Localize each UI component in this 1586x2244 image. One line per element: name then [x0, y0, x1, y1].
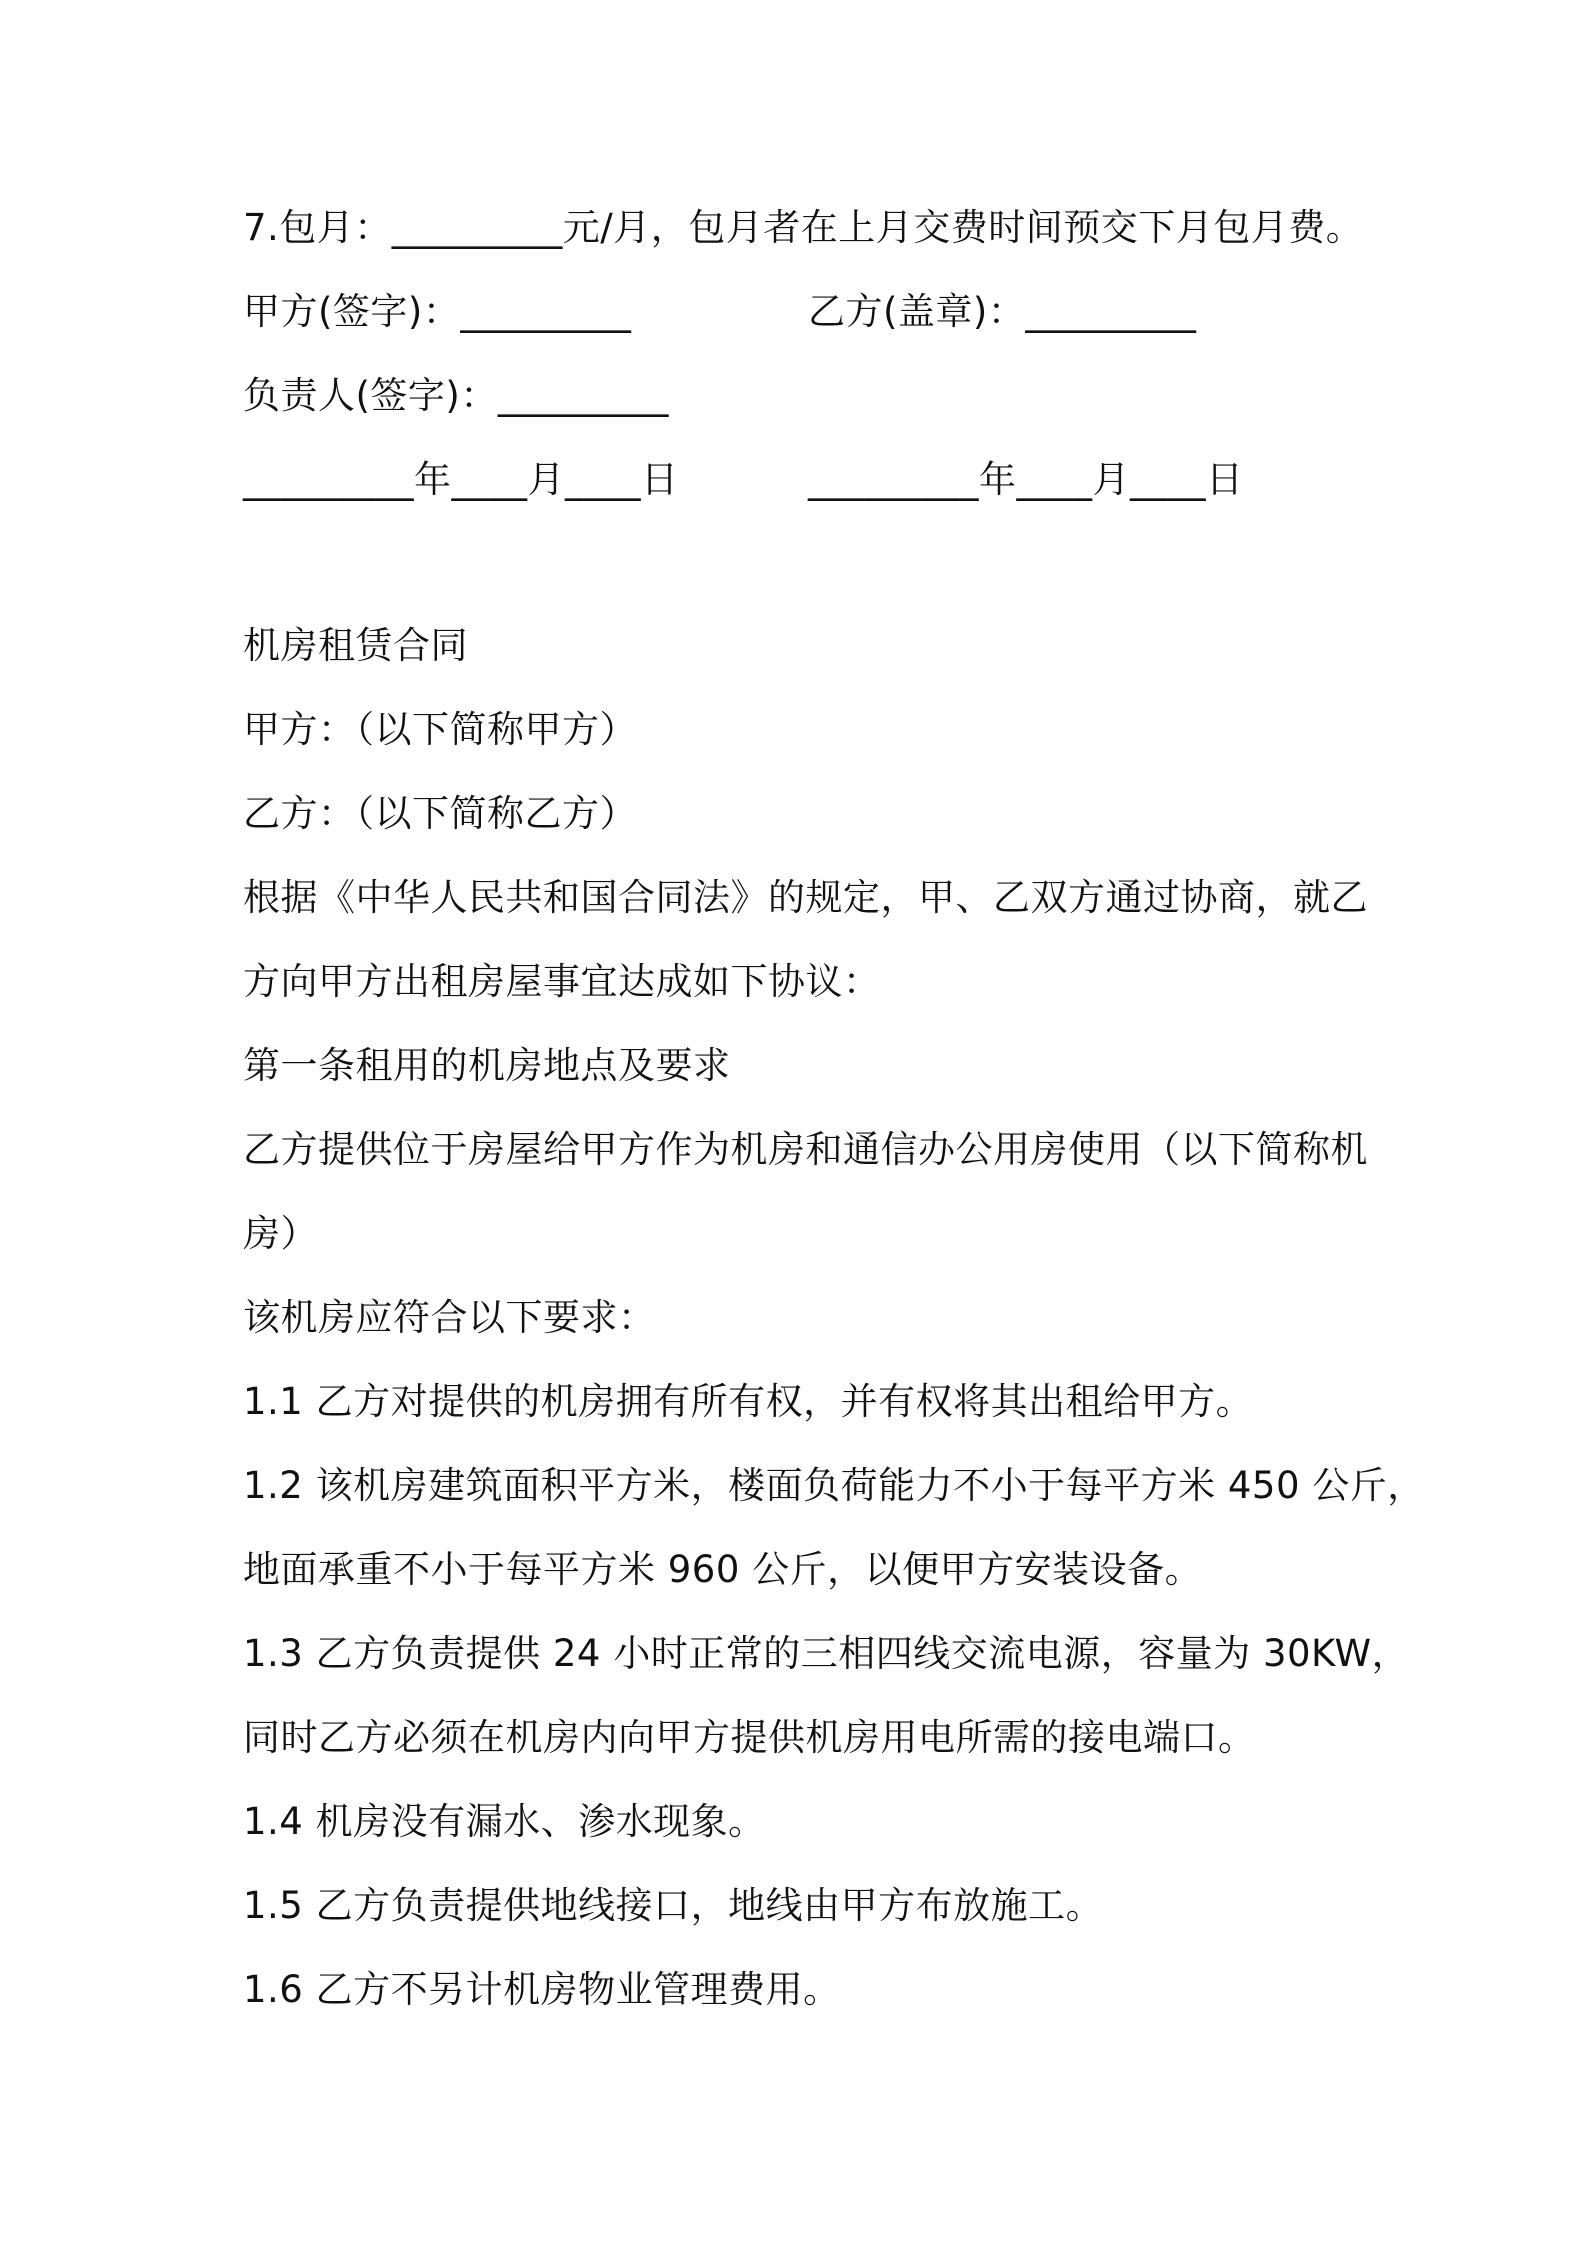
party-b-seal-line: 乙方(盖章)：_________ [808, 290, 1197, 333]
requirements-intro: 该机房应符合以下要求： [243, 1296, 656, 1339]
preamble-line-1: 根据《中华人民共和国合同法》的规定，甲、乙双方通过协商，就乙 [243, 876, 1368, 919]
clause-1-4: 1.4 机房没有漏水、渗水现象。 [243, 1800, 766, 1843]
contract-title: 机房租赁合同 [243, 624, 468, 667]
article-1-heading: 第一条租用的机房地点及要求 [243, 1044, 731, 1087]
responsible-signature-line: 负责人(签字)：_________ [243, 374, 669, 417]
clause-1-5: 1.5 乙方负责提供地线接口，地线由甲方布放施工。 [243, 1884, 1104, 1927]
article-1-intro-line-2: 房） [243, 1212, 318, 1255]
item-7-monthly-fee: 7.包月：_________元/月，包月者在上月交费时间预交下月包月费。 [243, 206, 1364, 249]
date-line-left: _________年____月____日 [243, 458, 679, 501]
party-b-line: 乙方：（以下简称乙方） [243, 792, 637, 835]
clause-1-2-line-2: 地面承重不小于每平方米 960 公斤，以便甲方安装设备。 [243, 1548, 1203, 1591]
party-a-signature-line: 甲方(签字)：_________ [243, 290, 632, 333]
article-1-intro-line-1: 乙方提供位于房屋给甲方作为机房和通信办公用房使用（以下简称机 [243, 1128, 1368, 1171]
preamble-line-2: 方向甲方出租房屋事宜达成如下协议： [243, 960, 881, 1003]
clause-1-1: 1.1 乙方对提供的机房拥有所有权，并有权将其出租给甲方。 [243, 1380, 1254, 1423]
date-line-right: _________年____月____日 [808, 458, 1244, 501]
clause-1-2-line-1: 1.2 该机房建筑面积平方米，楼面负荷能力不小于每平方米 450 公斤， [243, 1464, 1425, 1507]
clause-1-6: 1.6 乙方不另计机房物业管理费用。 [243, 1968, 841, 2011]
party-a-line: 甲方：（以下简称甲方） [243, 708, 637, 751]
clause-1-3-line-2: 同时乙方必须在机房内向甲方提供机房用电所需的接电端口。 [243, 1716, 1256, 1759]
clause-1-3-line-1: 1.3 乙方负责提供 24 小时正常的三相四线交流电源，容量为 30KW， [243, 1632, 1410, 1675]
